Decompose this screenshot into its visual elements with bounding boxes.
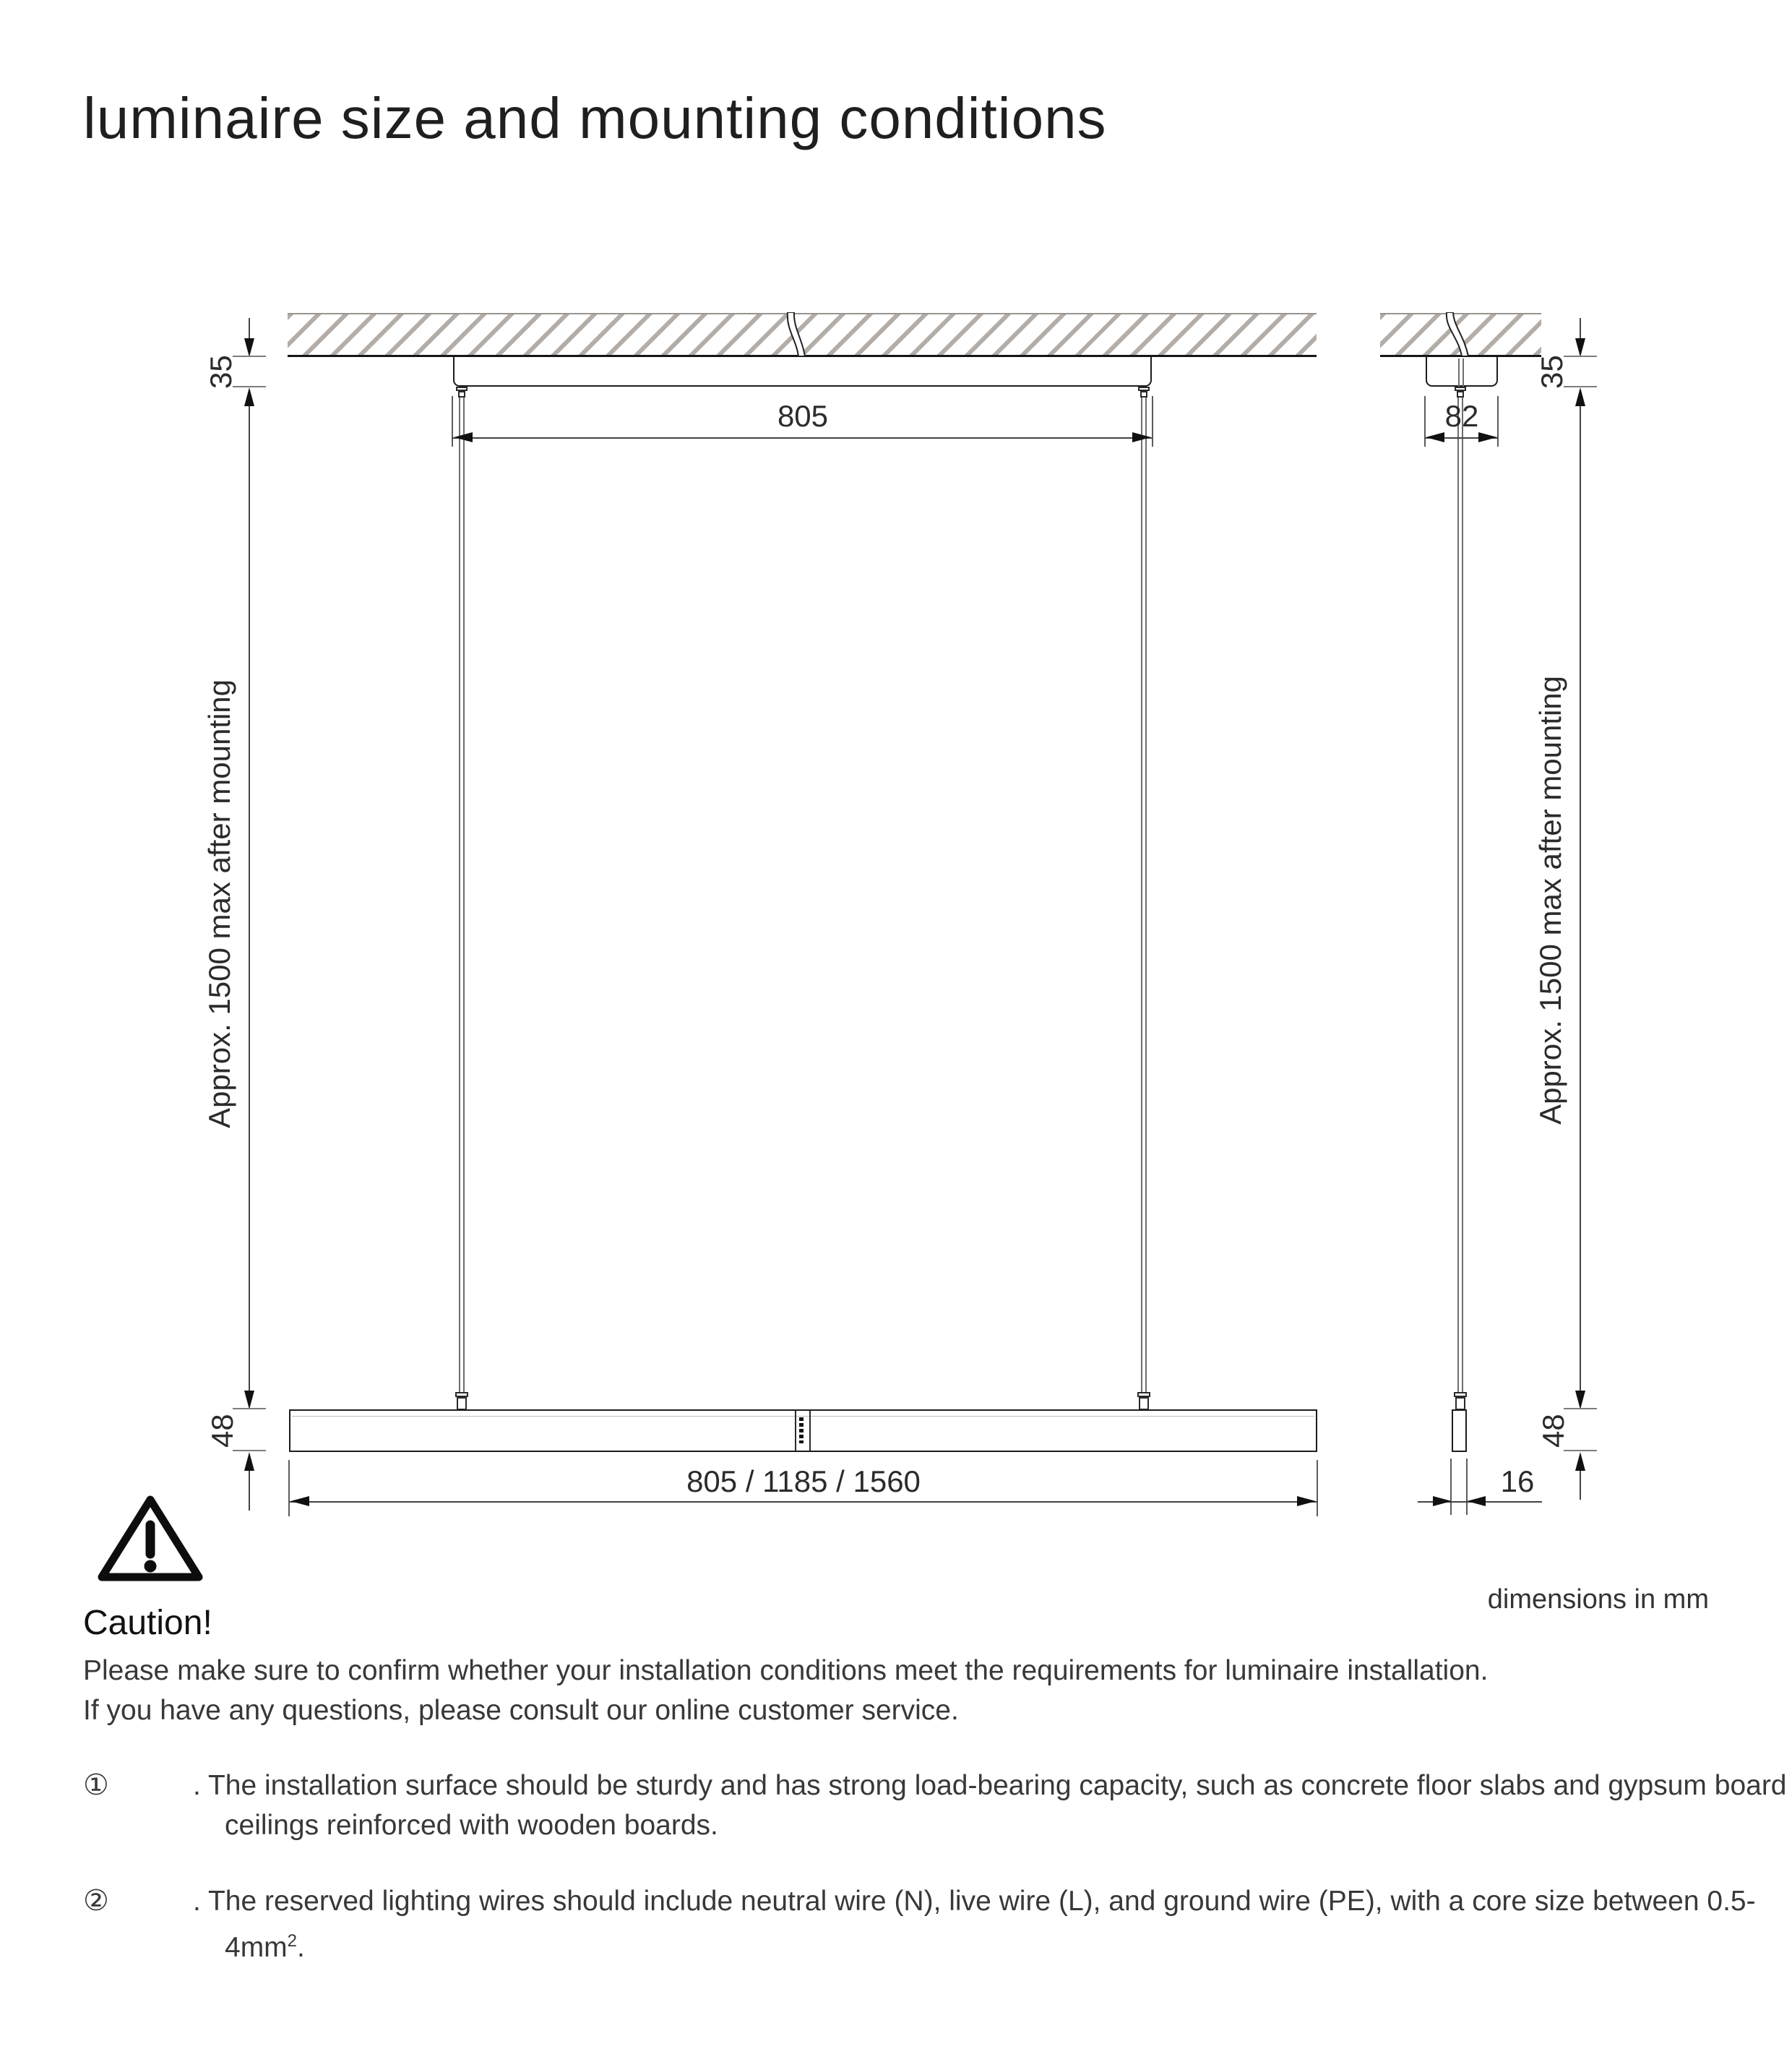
front-length-arrow-left	[290, 1496, 309, 1506]
side-82-arrow-right	[1478, 432, 1497, 442]
front-48-arrow-bottom	[244, 1452, 254, 1471]
side-35-arrow-bottom	[1575, 387, 1585, 406]
caution-item-2-superscript: 2	[287, 1931, 298, 1951]
caution-item-1-text: . The installation surface should be sturdy and has strong load-bearing capacity, such as concrete floor slabs and gypsum board ceilings reinforced with wooden boards.	[193, 1770, 1787, 1841]
side-drop-dimline	[1580, 406, 1581, 1391]
side-35-label: 35	[1535, 355, 1569, 390]
side-16-ext-right	[1466, 1459, 1468, 1515]
front-left-gripper-cap	[455, 1392, 468, 1397]
side-48-arrow-bottom	[1575, 1452, 1585, 1471]
front-right-suspension-cable	[1141, 398, 1147, 1393]
side-luminaire-bar	[1452, 1409, 1467, 1452]
side-16-label: 16	[1500, 1464, 1535, 1498]
caution-intro	[83, 1651, 1738, 1730]
caution-item-2	[83, 1881, 1792, 1967]
front-right-gripper	[1139, 1397, 1149, 1410]
side-gripper-cap	[1454, 1392, 1467, 1397]
front-length-label: 805 / 1185 / 1560	[686, 1464, 921, 1498]
front-48-label: 48	[205, 1414, 239, 1448]
page-title: luminaire size and mounting conditions	[83, 86, 1107, 150]
caution-item-1	[83, 1766, 1792, 1845]
side-power-cord	[1441, 312, 1473, 356]
front-power-cord	[782, 312, 811, 356]
side-48-label: 48	[1536, 1414, 1570, 1448]
side-16-arrow-toward-left-edge	[1433, 1496, 1452, 1506]
front-805-label: 805	[777, 399, 829, 433]
side-82-label: 82	[1444, 399, 1479, 433]
front-length-ext-left	[288, 1460, 290, 1516]
side-cable-fitting	[1457, 391, 1464, 398]
front-35-label: 35	[204, 355, 238, 390]
side-35-line-top	[1580, 318, 1581, 338]
caution-heading: Caution!	[83, 1604, 212, 1642]
caution-intro-line1: Please make sure to confirm whether your installation conditions meet the requirements for luminaire installation.	[83, 1655, 1489, 1686]
front-left-cable-fitting	[458, 391, 465, 398]
front-bar-lens-line	[292, 1416, 1314, 1417]
front-48-line-bottom	[249, 1471, 250, 1511]
caution-item-1-marker: ①	[83, 1769, 109, 1802]
side-48-line-bottom	[1580, 1471, 1581, 1500]
front-805-arrow-left	[454, 432, 473, 442]
front-length-arrow-right	[1297, 1496, 1316, 1506]
front-canopy	[453, 357, 1152, 387]
front-bar-joint-left-line	[795, 1411, 796, 1451]
side-drop-label: Approx. 1500 max after mounting	[1533, 675, 1567, 1125]
front-left-suspension-cable	[459, 398, 465, 1393]
caution-item-2-text: . The reserved lighting wires should include neutral wire (N), live wire (L), and ground wire (PE), with a core size between $0.5-4mm^2$.	[193, 1886, 1756, 1963]
warning-triangle-icon	[96, 1493, 204, 1584]
side-48-tick-top	[1564, 1408, 1597, 1409]
front-48-arrow-top	[244, 1391, 254, 1409]
side-cord-in-canopy	[1458, 358, 1464, 387]
front-805-ext-right	[1152, 396, 1153, 447]
side-48-arrow-top	[1575, 1391, 1585, 1409]
dimensions-note: dimensions in mm	[1487, 1584, 1709, 1615]
caution-item-2-marker: ②	[83, 1884, 109, 1917]
side-16-ext-left	[1450, 1459, 1452, 1515]
front-805-ext-left	[452, 396, 453, 447]
front-left-gripper	[457, 1397, 467, 1410]
front-35-line-top	[249, 318, 250, 338]
front-805-dimline	[452, 437, 1153, 439]
front-right-gripper-cap	[1137, 1392, 1150, 1397]
front-35-arrow-bottom	[244, 387, 254, 406]
side-82-arrow-left	[1426, 432, 1444, 442]
front-length-ext-right	[1317, 1460, 1318, 1516]
front-drop-label: Approx. 1500 max after mounting	[202, 679, 236, 1128]
side-suspension-cable	[1457, 398, 1463, 1393]
caution-intro-line2: If you have any questions, please consult our online customer service.	[83, 1695, 959, 1726]
front-35-arrow-top	[244, 338, 254, 357]
side-gripper	[1455, 1397, 1465, 1410]
front-right-cable-fitting	[1140, 391, 1147, 398]
side-35-arrow-top	[1575, 338, 1585, 357]
front-length-dimline	[289, 1501, 1317, 1503]
front-bar-joint-right-line	[809, 1411, 811, 1451]
front-bar-joint-label	[799, 1417, 804, 1443]
front-drop-dimline	[249, 406, 250, 1391]
front-805-arrow-right	[1132, 432, 1151, 442]
front-48-tick-top	[233, 1408, 266, 1409]
side-16-arrow-toward-right-edge	[1467, 1496, 1486, 1506]
